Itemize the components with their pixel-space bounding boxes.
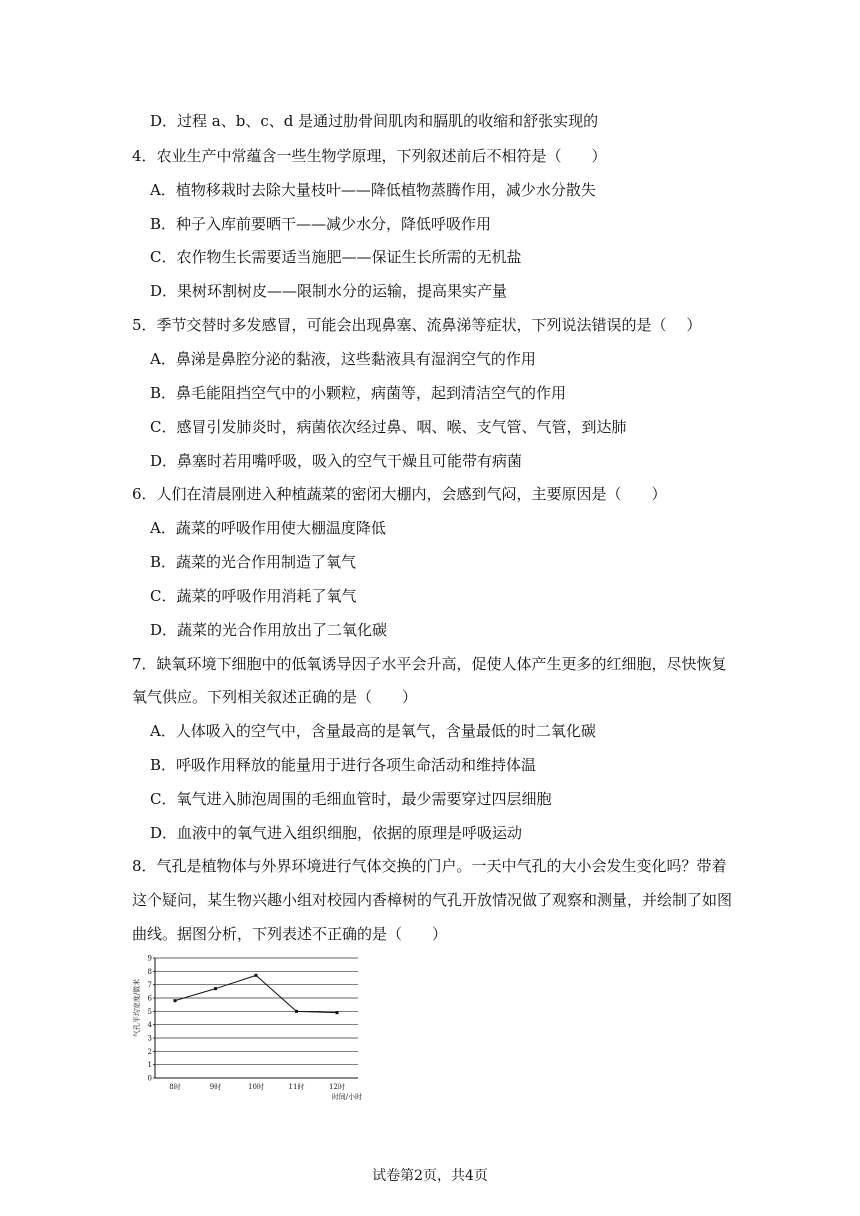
y-tick-label: 6 <box>147 994 152 1003</box>
option-q6-a: A．蔬菜的呼吸作用使大棚温度降低 <box>150 519 386 537</box>
x-tick-label: 11时 <box>288 1083 305 1091</box>
data-point <box>214 987 217 990</box>
x-tick-label: 9时 <box>209 1083 222 1091</box>
data-point <box>336 1011 339 1014</box>
option-q3-d: D．过程 a、b、c、d 是通过肋骨间肌肉和膈肌的收缩和舒张实现的 <box>150 112 599 130</box>
option-q4-a: A．植物移栽时去除大量枝叶——降低植物蒸腾作用，减少水分散失 <box>150 181 596 199</box>
option-q6-c: C．蔬菜的呼吸作用消耗了氧气 <box>150 587 357 605</box>
option-q7-b: B．呼吸作用释放的能量用于进行各项生命活动和维持体温 <box>150 756 537 774</box>
option-q5-a: A．鼻涕是鼻腔分泌的黏液，这些黏液具有湿润空气的作用 <box>150 350 536 368</box>
y-axis-label: 气孔平均宽度/微米 <box>133 978 141 1038</box>
option-q7-c: C．氧气进入肺泡周围的毛细血管时，最少需要穿过四层细胞 <box>150 790 552 808</box>
x-tick-label: 8时 <box>169 1083 181 1091</box>
option-q4-b: B．种子入库前要晒干——减少水分，降低呼吸作用 <box>150 215 492 233</box>
data-point <box>255 974 258 977</box>
y-tick-label: 5 <box>147 1007 152 1016</box>
x-tick-label: 10时 <box>248 1083 264 1091</box>
y-tick-label: 2 <box>147 1047 152 1056</box>
y-tick-label: 0 <box>147 1074 152 1083</box>
x-axis-label: 时间/小时 <box>331 1093 363 1101</box>
option-q5-c: C．感冒引发肺炎时，病菌依次经过鼻、咽、喉、支气管、气管，到达肺 <box>150 418 627 436</box>
data-point <box>174 999 177 1002</box>
option-q5-b: B．鼻毛能阻挡空气中的小颗粒，病菌等，起到清洁空气的作用 <box>150 384 567 402</box>
y-tick-label: 7 <box>147 981 152 990</box>
data-point <box>295 1010 298 1013</box>
y-tick-label: 9 <box>147 954 152 963</box>
series-line <box>175 975 337 1012</box>
page-footer: 试卷第2页，共4页 <box>372 1168 488 1184</box>
option-q4-c: C．农作物生长需要适当施肥——保证生长所需的无机盐 <box>150 248 522 266</box>
question-q7-cont: 氧气供应。下列相关叙述正确的是（ ） <box>132 688 418 706</box>
question-q8-cont2: 曲线。据图分析，下列表述不正确的是（ ） <box>132 925 448 943</box>
option-q6-b: B．蔬菜的光合作用制造了氧气 <box>150 553 357 571</box>
question-q8: 8．气孔是植物体与外界环境进行气体交换的门户。一天中气孔的大小会发生变化吗？带着 <box>132 857 727 875</box>
y-tick-label: 3 <box>147 1034 152 1043</box>
y-tick-label: 1 <box>147 1061 152 1070</box>
stomata-width-chart <box>130 952 370 1104</box>
question-q6: 6．人们在清晨刚进入种植蔬菜的密闭大棚内，会感到气闷，主要原因是（ ） <box>132 485 667 503</box>
option-q4-d: D．果树环割树皮——限制水分的运输，提高果实产量 <box>150 282 508 300</box>
y-tick-label: 8 <box>147 967 152 976</box>
question-q4: 4．农业生产中常蕴含一些生物学原理，下列叙述前后不相符是（ ） <box>132 147 607 165</box>
x-tick-label: 12时 <box>329 1083 345 1091</box>
option-q5-d: D．鼻塞时若用嘴呼吸，吸入的空气干燥且可能带有病菌 <box>150 452 523 470</box>
y-tick-label: 4 <box>147 1021 152 1030</box>
question-q8-cont1: 这个疑问，某生物兴趣小组对校园内香樟树的气孔开放情况做了观察和测量，并绘制了如图 <box>132 891 733 909</box>
option-q6-d: D．蔬菜的光合作用放出了二氧化碳 <box>150 621 388 639</box>
question-q5: 5．季节交替时多发感冒，可能会出现鼻塞、流鼻涕等症状，下列说法错误的是（ ） <box>132 316 702 334</box>
question-q7: 7．缺氧环境下细胞中的低氧诱导因子水平会升高，促使人体产生更多的红细胞，尽快恢复 <box>132 655 727 673</box>
option-q7-a: A．人体吸入的空气中，含量最高的是氧气，含量最低的时二氧化碳 <box>150 722 596 740</box>
chart-svg <box>130 952 370 1104</box>
option-q7-d: D．血液中的氧气进入组织细胞，依据的原理是呼吸运动 <box>150 824 523 842</box>
